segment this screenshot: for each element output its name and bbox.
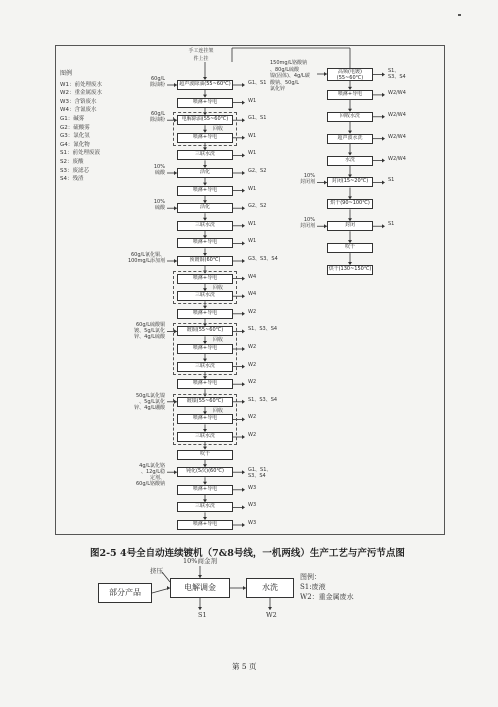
legend-item: W2：重金属废水 <box>60 90 102 97</box>
legend-item: W4：含氰废水 <box>60 107 97 114</box>
emission-label: G1、S1、 S3、S4 <box>248 467 272 480</box>
right-emission-arrow <box>382 115 385 119</box>
chemical-input-label: 50g/L氯化镍 、5g/L氯化 锌、4g/L硼酸 <box>134 392 165 411</box>
process-step-box: 喷淋+导电 <box>177 238 233 248</box>
emission-arrow <box>242 224 245 228</box>
process-step-box: 三联水洗 <box>177 221 233 231</box>
emission-label: G1、S1 <box>248 80 267 86</box>
emission-label: W3 <box>248 502 257 509</box>
process2-legend-title: 图例： <box>300 573 321 581</box>
emission-label: G2、S2 <box>248 203 267 210</box>
emission-label: W1 <box>248 97 257 104</box>
process-step-box: 电解除油(55~60℃) <box>177 115 233 125</box>
right-process-step-box: 水洗 <box>327 156 373 166</box>
process2-output-s1: S1 <box>198 611 207 619</box>
process-step-box: 喷淋+导电 <box>177 309 233 319</box>
process2-legend-w2: W2：重金属废水 <box>300 593 354 601</box>
recovery-group-outline <box>173 271 237 305</box>
process-step-box: 镀镍(55~60℃) <box>177 397 233 407</box>
emission-label: W3 <box>248 520 257 526</box>
right-emission-arrow <box>382 159 385 163</box>
emission-arrow <box>242 523 245 527</box>
process2-legend <box>300 572 354 602</box>
process-step-box: 镀铜(55~60℃) <box>177 326 233 336</box>
emission-arrow <box>242 101 245 105</box>
right-process-step-box: 吹干 <box>327 243 373 253</box>
process2-top-input: 10%商金剂 <box>183 557 217 565</box>
process-step-box: 喷淋+导电 <box>177 379 233 389</box>
emission-label: G3、S3、S4 <box>248 256 278 262</box>
process-step-box: 喷淋+导电 <box>177 98 233 108</box>
recovery-tag: 回收 <box>213 407 224 414</box>
main-input-label: 手工连挂架 <box>188 48 214 54</box>
right-emission-label: S1 <box>388 221 395 228</box>
legend-item: G1：碱雾 <box>60 115 85 122</box>
legend-item: S4：残渣 <box>60 176 84 183</box>
emission-label: W2 <box>248 432 257 438</box>
legend-item: G3：氯化氢 <box>60 133 90 140</box>
right-emission-arrow <box>382 73 385 77</box>
recovery-group-outline <box>173 112 237 146</box>
process2-box-partial-products: 部分产品 <box>98 583 152 603</box>
emission-arrow <box>242 312 245 316</box>
recovery-tag: 回收 <box>213 284 224 291</box>
emission-label: W3 <box>248 484 257 491</box>
process-step-box: 喷淋+导电 <box>177 186 233 196</box>
p2-arrow-w2 <box>268 607 272 610</box>
right-process-step-box: 烘干(90~100℃) <box>327 199 373 209</box>
process-step-box: 三联水洗 <box>177 362 233 372</box>
chemical-input-label: 10% 硫酸 <box>153 164 165 176</box>
right-chemical-input-label: 10% 封闭剂 <box>299 217 315 230</box>
legend-item: S1：前处理废液 <box>60 150 100 157</box>
legend-item: S3：废滤芯 <box>60 167 89 174</box>
emission-arrow <box>242 277 245 281</box>
emission-arrow <box>242 241 245 245</box>
page-number: 第 5 页 <box>232 662 257 671</box>
emission-arrow <box>242 189 245 193</box>
process-step-box: 三联水洗 <box>177 502 233 512</box>
chemical-input-label: 60g/L氰化铜、 100mg/L添加剂 <box>127 252 165 264</box>
emission-arrow <box>242 470 245 474</box>
emission-label: W2 <box>248 344 257 350</box>
emission-label: W1 <box>248 220 257 227</box>
chemical-input-label: 10% 硫酸 <box>153 199 165 212</box>
process-step-box: 三联水洗 <box>177 432 233 442</box>
right-process-step-box: 封闭 <box>327 221 373 231</box>
process-step-box: 三联水洗 <box>177 291 233 301</box>
process-step-box: 钝化(5次)(60℃) <box>177 467 233 477</box>
figure-caption: 图2-5 4号全自动连续镀机（7&8号线，一机两线）生产工艺与产污节点图 <box>90 548 405 559</box>
recovery-tag: 回收 <box>213 337 224 344</box>
recovery-tag: 回收 <box>213 126 224 133</box>
process-step-box: 吹干 <box>177 450 233 460</box>
legend-item: G2：硫酸雾 <box>60 124 90 131</box>
emission-arrow <box>242 136 245 140</box>
emission-arrow <box>242 153 245 157</box>
emission-arrow <box>242 294 245 298</box>
chemical-input-label: 60g/L硫酸铜 镀、5g/L氯化 锌、4g/L硫酸 <box>134 322 165 341</box>
legend-item: W1：前处理废水 <box>60 81 102 88</box>
emission-label: G1、S1 <box>248 115 267 122</box>
right-emission-label: W2/W4 <box>388 89 406 96</box>
process-step-box: 超声波除油(55~60℃) <box>177 80 233 90</box>
emission-label: W4 <box>248 273 257 280</box>
emission-label: S1、S3、S4 <box>248 396 278 403</box>
main-input-sub: 件上挂 <box>193 56 209 62</box>
emission-label: W1 <box>248 150 257 157</box>
process-step-box: 喷淋+导电 <box>177 414 233 424</box>
process-step-box: 活化 <box>177 203 233 213</box>
right-emission-label: W2/W4 <box>388 133 406 140</box>
emission-arrow <box>242 83 245 87</box>
process-step-box: 喷淋+导电 <box>177 274 233 284</box>
emission-arrow <box>242 329 245 333</box>
emission-arrow <box>242 365 245 369</box>
emission-label: W1 <box>248 132 257 139</box>
process-step-box: 喷淋+导电 <box>177 485 233 495</box>
right-emission-arrow <box>382 180 385 184</box>
right-process-step-box: 高频(电镀) (55~60℃) <box>327 68 373 81</box>
right-process-step-box: 封闭(15~20℃) <box>327 177 373 187</box>
process2-top-left: 挤压 <box>150 567 163 575</box>
process2-legend-s1: S1:废液 <box>300 583 326 591</box>
process-step-box: 喷淋+导电 <box>177 344 233 354</box>
process2-output-w2: W2 <box>266 611 277 619</box>
emission-arrow <box>242 118 245 122</box>
right-process-step-box: 喷淋+导电 <box>327 90 373 100</box>
right-emission-label: W2/W4 <box>388 111 406 118</box>
process-step-box: 活化 <box>177 168 233 178</box>
process2-box-electrolytic: 电解调金 <box>170 578 230 598</box>
emission-label: W2 <box>248 414 257 421</box>
emission-label: W1 <box>248 185 257 192</box>
legend-item: S2：废酸 <box>60 158 84 165</box>
process-step-box: 喷淋+导电 <box>177 520 233 530</box>
right-emission-arrow <box>382 93 385 97</box>
right-emission-label: W2/W4 <box>388 155 406 162</box>
emission-label: G2、S2 <box>248 168 267 174</box>
chemical-input-label: 60g/L 除油粉 <box>149 111 165 124</box>
emission-arrow <box>242 206 245 210</box>
emission-arrow <box>242 382 245 386</box>
p2-line-top-left <box>162 572 170 582</box>
right-chemical-input-label: 10% 封闭剂 <box>299 173 315 186</box>
emission-arrow <box>242 488 245 492</box>
process-step-box: 三联水洗 <box>177 150 233 160</box>
emission-arrow <box>242 171 245 175</box>
p2-arrow-s1 <box>198 607 202 610</box>
emission-arrow <box>242 435 245 439</box>
right-input-label: 150mg/L铬酸钠 、80g/L硫酸 镍(固体)、4g/L碳 酸钠、50g/L 氯化锌 <box>270 60 310 92</box>
right-process-step-box: 回收水洗 <box>327 112 373 122</box>
right-emission-arrow <box>382 137 385 141</box>
emission-arrow <box>242 505 245 509</box>
emission-label: W2 <box>248 308 257 315</box>
emission-label: W2 <box>248 361 257 368</box>
legend-item: W3：含铬废水 <box>60 98 97 105</box>
process-step-box: 预镀铜(60℃) <box>177 256 233 266</box>
emission-label: S1、S3、S4 <box>248 326 278 333</box>
right-emission-label: S1、 S3、S4 <box>388 68 406 80</box>
chemical-input-label: 60g/L 除油粉 <box>149 76 165 88</box>
emission-label: W2 <box>248 379 257 386</box>
process2-box-wash: 水洗 <box>246 578 294 598</box>
right-process-step-box: 超声波水洗 <box>327 134 373 144</box>
chemical-input-label: 4g/L氯化铬 、12g/L稳 定剂、 60g/L铬酸钠 <box>135 463 165 488</box>
emission-arrow <box>242 417 245 421</box>
right-emission-label: S1 <box>388 177 395 184</box>
right-emission-arrow <box>382 224 385 228</box>
emission-arrow <box>242 400 245 404</box>
legend-item: G4：氰化物 <box>60 141 90 148</box>
emission-label: W4 <box>248 291 257 298</box>
recovery-group-outline <box>173 394 237 445</box>
emission-arrow <box>242 347 245 351</box>
legend-title: 图例 <box>60 70 73 77</box>
emission-arrow <box>242 259 245 263</box>
right-process-step-box: 烘干(130~150℃) <box>327 265 373 275</box>
emission-label: W1 <box>248 238 257 245</box>
process-step-box: 喷淋+导电 <box>177 133 233 143</box>
recovery-group-outline <box>173 323 237 374</box>
